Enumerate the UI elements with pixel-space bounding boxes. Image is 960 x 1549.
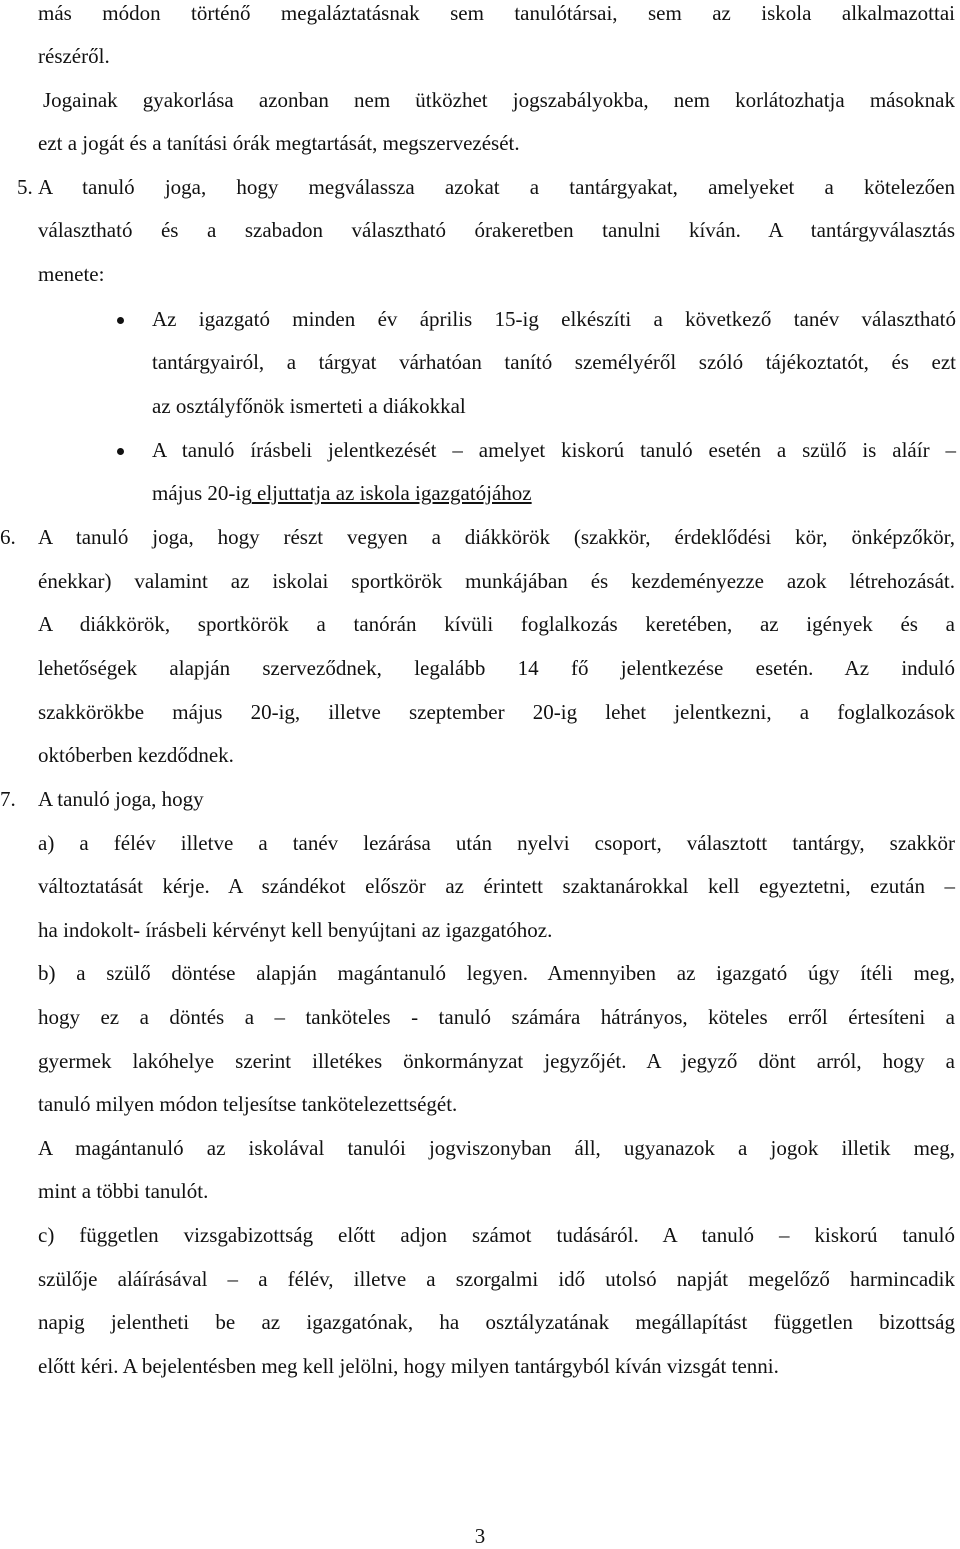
bullet-line: az osztályfőnök ismerteti a diákokkal [152, 394, 466, 418]
text-line: a) a félév illetve a tanév lezárása után nyelvi csoport, választott tantárgy, szakkör [38, 831, 955, 855]
text-line: választható és a szabadon választható órakeretben tanulni kíván. A tantárgyválasztás [38, 218, 955, 242]
text-line: A tanuló joga, hogy részt vegyen a diákkörök (szakkör, érdeklődési kör, önképzőkör, [38, 525, 955, 549]
text-line: lehetőségek alapján szerveződnek, legalább 14 fő jelentkezése esetén. Az induló [38, 656, 955, 680]
text-line: A magántanuló az iskolával tanulói jogviszonyban áll, ugyanazok a jogok illetik meg, [38, 1136, 955, 1160]
bullet-line [152, 480, 532, 506]
text-line: szakkörökbe május 20-ig, illetve szeptember 20-ig lehet jelentkezni, a foglalkozások [38, 700, 955, 724]
text-line: októberben kezdődnek. [38, 743, 234, 767]
bullet-icon [117, 317, 124, 324]
bullet-line: tantárgyairól, a tárgyat várhatóan tanító személyéről szóló tájékoztatót, és ezt [152, 350, 956, 374]
bullet-line: Az igazgató minden év április 15-ig elkészíti a következő tanév választható [152, 307, 956, 331]
text-line: énekkar) valamint az iskolai sportkörök munkájában és kezdeményezze azok létrehozását. [38, 569, 955, 593]
item-number: 7. [0, 787, 16, 811]
text-line: tanuló milyen módon teljesítse tankötelezettségét. [38, 1092, 458, 1116]
text-line: Jogainak gyakorlása azonban nem ütközhet jogszabályokba, nem korlátozhatja másoknak [43, 88, 955, 112]
text-line: ezt a jogát és a tanítási órák megtartását, megszervezését. [38, 131, 520, 155]
item-number: 6. [0, 525, 16, 549]
text-line: hogy ez a döntés a – tanköteles - tanuló számára hátrányos, köteles erről értesíteni a [38, 1005, 955, 1029]
text-line: b) a szülő döntése alapján magántanuló legyen. Amennyiben az igazgató úgy ítéli meg, [38, 961, 955, 985]
text-line: gyermek lakóhelye szerint illetékes önkormányzat jegyzőjét. A jegyző dönt arról, hogy a [38, 1049, 955, 1073]
text-line: mint a többi tanulót. [38, 1179, 209, 1203]
text-line [38, 174, 955, 200]
text-line: ha indokolt- írásbeli kérvényt kell benyújtani az igazgatóhoz. [38, 918, 553, 942]
text-line: napig jelentheti be az igazgatónak, ha osztályzatának megállapítást független bizottság [38, 1310, 955, 1334]
text-line: A diákkörök, sportkörök a tanórán kívüli foglalkozás keretében, az igények és a [38, 612, 955, 636]
text-line: szülője aláírásával – a félév, illetve a szorgalmi idő utolsó napját megelőző harmincadik [38, 1267, 955, 1291]
text-line: menete: [38, 262, 105, 286]
text-line: részéről. [38, 44, 110, 68]
text-line: más módon történő megaláztatásnak sem tanulótársai, sem az iskola alkalmazottai [38, 1, 955, 25]
text-line: A tanuló joga, hogy [38, 787, 204, 811]
text-line: c) független vizsgabizottság előtt adjon számot tudásáról. A tanuló – kiskorú tanuló [38, 1223, 955, 1247]
text-line: változtatását kérje. A szándékot először az érintett szaktanárokkal kell egyeztetni, ezután – [38, 874, 955, 898]
bullet-icon [117, 448, 124, 455]
item-number: 5. [17, 175, 33, 199]
text-line: előtt kéri. A bejelentésben meg kell jelölni, hogy milyen tantárgyból kíván vizsgát tenni. [38, 1354, 779, 1378]
item-text: A tanuló joga, hogy megválassza azokat a tantárgyakat, amelyeket a kötelezően [38, 175, 955, 199]
bullet-line: A tanuló írásbeli jelentkezését – amelyet kiskorú tanuló esetén a szülő is aláír – [152, 438, 956, 462]
page-number: 3 [474, 1524, 486, 1548]
bullet-text-underlined: eljuttatja az iskola igazgatójához [251, 481, 532, 505]
bullet-text: május 20-ig [152, 481, 252, 505]
